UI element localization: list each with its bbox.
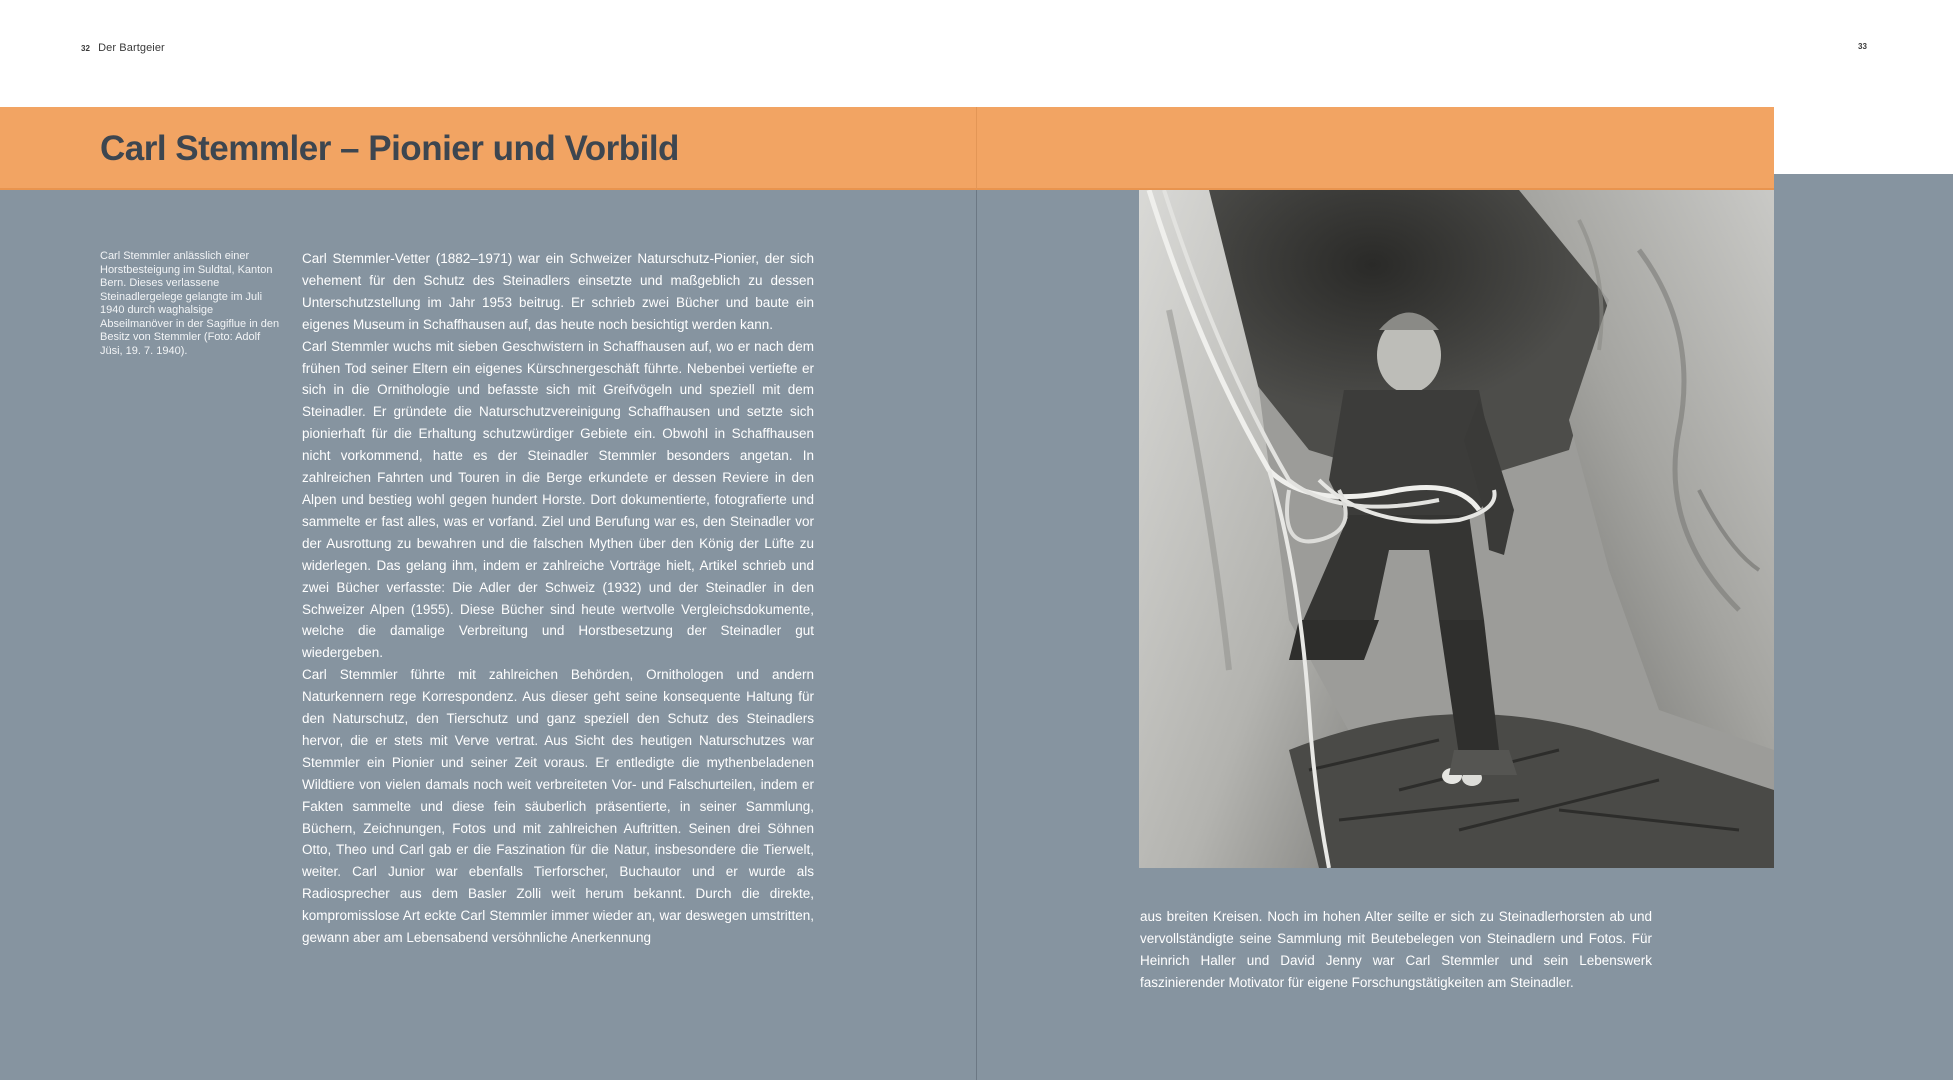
climber-photo [1139,190,1774,868]
body-paragraph: Carl Stemmler-Vetter (1882–1971) war ein Schweizer Naturschutz-Pionier, der sich vehement für den Schutz des Steinadlers einsetzte und maßgeblich zu dessen Unterschutzstellung im Jahr 1953 beitrug. Er schrieb zwei Bücher und baute ein eigenes Museum in Schaffhausen auf, das heute noch besichtigt werden kann. [302,251,814,332]
photo-illustration [1139,190,1774,868]
page-number-right: 33 [1858,42,1867,51]
body-paragraph: aus breiten Kreisen. Noch im hohen Alter seilte er sich zu Steinadlerhorsten ab und vervollständigte seine Sammlung mit Beutebelegen von Steinadlern und Fotos. Für Heinrich Haller und David Jenny war Carl Stemmler und sein Lebenswerk faszinierender Motivator für eigene Forschungstätigkeiten am Steinadler. [1140,909,1652,990]
body-text-left [302,248,814,949]
body-paragraph: Carl Stemmler führte mit zahlreichen Behörden, Ornithologen und andern Naturkennern rege Korrespondenz. Aus dieser geht seine konsequente Haltung für den Naturschutz, den Tierschutz und ganz speziell den Schutz des Steinadlers hervor, die er stets mit Verve vertrat. Aus Sicht des heutigen Naturschutzes war Stemmler ein Pionier und seiner Zeit voraus. Er entledigte die mythenbeladenen Wildtiere von vielen damals noch weit verbreiteten Vor- und Falschurteilen, indem er Fakten sammelte und diese fein säuberlich präsentierte, in seiner Sammlung, Büchern, Zeichnungen, Fotos und mit zahlreichen Auftritten. Seinen drei Söhnen Otto, Theo und Carl gab er die Faszination für die Natur, insbesondere die Tierwelt, weiter. Carl Junior war ebenfalls Tierforscher, Buchautor und er wurde als Radiosprecher aus dem Basler Zolli weit herum bekannt. Durch die direkte, kompromisslose Art eckte Carl Stemmler immer wieder an, war deswegen umstritten, gewann aber am Lebensabend versöhnliche Anerkennung [302,667,814,946]
running-head-left [81,42,165,54]
page-number-left: 32 [81,44,91,53]
band-gutter [976,107,977,190]
body-paragraph: Carl Stemmler wuchs mit sieben Geschwistern in Schaffhausen auf, wo er nach dem frühen Tod seiner Eltern ein eigenes Kürschnergeschäft führte. Nebenbei vertiefte er sich in die Ornithologie und befasste sich mit Greifvögeln und speziell mit dem Steinadler. Er gründete die Naturschutzvereinigung Schaffhausen und setzte sich pionierhaft für die Erhaltung schutzwürdiger Gebiete ein. Obwohl in Schaffhausen nicht vorkommend, hatte es der Steinadler Stemmler besonders angetan. In zahlreichen Fahrten und Touren in die Berge erkundete er dessen Reviere in den Alpen und bestieg wohl gegen hundert Horste. Dort dokumentierte, fotografierte und sammelte er fast alles, was er vorfand. Ziel und Berufung war es, den Steinadler vor der Ausrottung zu bewahren und die falschen Mythen über den König der Lüfte zu widerlegen. Das gelang ihm, indem er zahlreiche Vorträge hielt, Artikel schrieb und zwei Bücher verfasste: Die Adler der Schweiz (1932) und der Steinadler in den Schweizer Alpen (1955). Diese Bücher sind heute wertvolle Vergleichsdokumente, welche die damalige Verbreitung und Horstbesetzung der Steinadler gut wiedergeben. [302,338,814,661]
running-title: Der Bartgeier [98,42,165,54]
title-band [0,107,1774,190]
photo-caption: Carl Stemmler anlässlich einer Horstbesteigung im Suldtal, Kanton Bern. Dieses verlassene Steinadlergelege gelangte im Juli 1940 durch waghalsige Abseilmanöver in der Sagiflue in den Besitz von Stemmler (Foto: Adolf Jüsi, 19. 7. 1940). [100,250,280,357]
page-gutter [976,107,977,1080]
chapter-title: Carl Stemmler – Pionier und Vorbild [100,129,679,168]
body-text-right [1140,906,1652,994]
